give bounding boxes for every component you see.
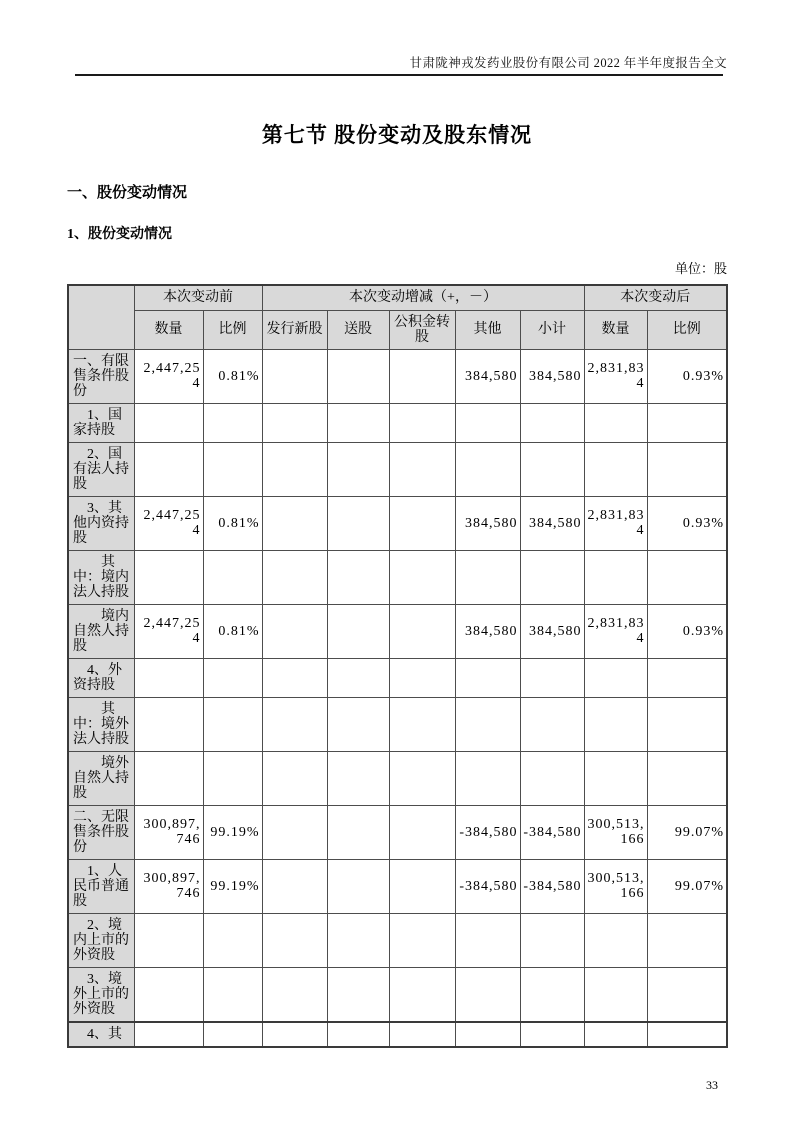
- table-cell: [455, 1022, 520, 1047]
- table-cell: [455, 403, 520, 442]
- running-header: 甘肃陇神戎发药业股份有限公司 2022 年半年度报告全文: [409, 56, 727, 70]
- table-cell: [134, 751, 203, 805]
- table-cell: 99.07%: [647, 805, 727, 859]
- table-row: [68, 805, 727, 859]
- table-cell: [134, 403, 203, 442]
- table-cell: 0.81%: [203, 604, 262, 658]
- share-change-table: [67, 284, 728, 1048]
- chapter-title: 第七节 股份变动及股东情况: [261, 123, 533, 147]
- table-cell: [647, 550, 727, 604]
- table-cell: [203, 751, 262, 805]
- column-header-subtotal: 小计: [520, 310, 584, 349]
- table-row: [68, 550, 727, 604]
- table-cell: 384,580: [455, 349, 520, 403]
- table-row: [68, 1022, 727, 1047]
- table-cell: [327, 913, 389, 967]
- group-header-change: 本次变动增减（+，－）: [262, 285, 584, 310]
- table-cell: [262, 751, 327, 805]
- table-cell: [455, 442, 520, 496]
- table-cell: [520, 913, 584, 967]
- table-cell: [389, 859, 455, 913]
- table-cell: [647, 658, 727, 697]
- table-cell: [327, 658, 389, 697]
- table-cell: [389, 658, 455, 697]
- row-label: 4、外资持股: [68, 658, 134, 697]
- table-cell: [134, 550, 203, 604]
- table-cell: [520, 967, 584, 1022]
- row-label: 一、有限售条件股份: [68, 349, 134, 403]
- table-cell: [262, 403, 327, 442]
- table-cell: 2,447,254: [134, 604, 203, 658]
- table-row: [68, 403, 727, 442]
- table-group-header-row: [68, 285, 727, 310]
- page-number: 33: [706, 1077, 718, 1092]
- column-header-quantity-after: 数量: [584, 310, 647, 349]
- table-cell: [262, 349, 327, 403]
- table-column-header-row: [68, 310, 727, 349]
- table-cell: [389, 349, 455, 403]
- table-cell: [520, 550, 584, 604]
- table-cell: [134, 913, 203, 967]
- table-cell: [262, 604, 327, 658]
- table-cell: [389, 913, 455, 967]
- table-cell: [389, 697, 455, 751]
- subsection-heading: 1、股份变动情况: [67, 227, 172, 242]
- table-cell: 99.19%: [203, 805, 262, 859]
- table-cell: [327, 751, 389, 805]
- header-rule: [75, 74, 723, 76]
- table-row: [68, 496, 727, 550]
- table-cell: [647, 751, 727, 805]
- row-label: 2、境内上市的外资股: [68, 913, 134, 967]
- table-cell: [455, 658, 520, 697]
- table-cell: [134, 1022, 203, 1047]
- table-cell: [647, 403, 727, 442]
- table-cell: [647, 442, 727, 496]
- table-cell: [262, 1022, 327, 1047]
- table-cell: [389, 550, 455, 604]
- table-cell: [203, 1022, 262, 1047]
- table-cell: 384,580: [520, 496, 584, 550]
- table-cell: [203, 913, 262, 967]
- table-cell: [520, 442, 584, 496]
- table-cell: -384,580: [520, 805, 584, 859]
- table-cell: 2,831,834: [584, 604, 647, 658]
- table-cell: 384,580: [455, 604, 520, 658]
- table-cell: [584, 550, 647, 604]
- table-cell: 384,580: [455, 496, 520, 550]
- table-cell: 0.81%: [203, 496, 262, 550]
- corner-cell: [68, 285, 134, 349]
- table-cell: 300,897,746: [134, 859, 203, 913]
- table-cell: -384,580: [455, 859, 520, 913]
- table-row: [68, 658, 727, 697]
- section-heading: 一、股份变动情况: [67, 185, 188, 201]
- group-header-before: 本次变动前: [134, 285, 262, 310]
- table-cell: [262, 859, 327, 913]
- table-cell: [203, 658, 262, 697]
- table-cell: 99.19%: [203, 859, 262, 913]
- column-header-bonus-shares: 送股: [327, 310, 389, 349]
- row-label: 1、人民币普通股: [68, 859, 134, 913]
- table-cell: 99.07%: [647, 859, 727, 913]
- unit-label: 单位：股: [674, 261, 727, 276]
- table-cell: [389, 442, 455, 496]
- row-label: 3、其他内资持股: [68, 496, 134, 550]
- table-cell: [455, 913, 520, 967]
- table-row: [68, 349, 727, 403]
- table-cell: 384,580: [520, 349, 584, 403]
- column-header-capital-reserve: 公积金转股: [389, 310, 455, 349]
- table-cell: [647, 1022, 727, 1047]
- row-label: 其中：境外法人持股: [68, 697, 134, 751]
- table-cell: 300,513,166: [584, 859, 647, 913]
- table-row: [68, 751, 727, 805]
- table-cell: 2,831,834: [584, 349, 647, 403]
- table-cell: [327, 550, 389, 604]
- row-label: 二、无限售条件股份: [68, 805, 134, 859]
- table-cell: [262, 805, 327, 859]
- row-label: 2、国有法人持股: [68, 442, 134, 496]
- table-cell: [327, 442, 389, 496]
- table-cell: [520, 1022, 584, 1047]
- row-label: 4、其: [68, 1022, 134, 1047]
- table-cell: 0.93%: [647, 604, 727, 658]
- row-label: 3、境外上市的外资股: [68, 967, 134, 1022]
- table-row: [68, 913, 727, 967]
- column-header-ratio-after: 比例: [647, 310, 727, 349]
- table-cell: [455, 697, 520, 751]
- table-cell: [327, 697, 389, 751]
- table-cell: 2,831,834: [584, 496, 647, 550]
- table-cell: [262, 442, 327, 496]
- table-cell: [327, 496, 389, 550]
- table-cell: [134, 658, 203, 697]
- table-cell: -384,580: [455, 805, 520, 859]
- table-cell: [584, 658, 647, 697]
- table-cell: [262, 913, 327, 967]
- table-cell: [584, 697, 647, 751]
- table-cell: [327, 805, 389, 859]
- table-cell: [203, 403, 262, 442]
- table-row: [68, 604, 727, 658]
- table-cell: [389, 1022, 455, 1047]
- table-cell: [455, 751, 520, 805]
- table-cell: -384,580: [520, 859, 584, 913]
- table-cell: [327, 349, 389, 403]
- table-cell: [389, 967, 455, 1022]
- row-label: 境内自然人持股: [68, 604, 134, 658]
- table-cell: 0.81%: [203, 349, 262, 403]
- share-table-body: [68, 349, 727, 1047]
- table-cell: [520, 403, 584, 442]
- table-cell: [262, 967, 327, 1022]
- table-cell: [262, 658, 327, 697]
- table-cell: [647, 967, 727, 1022]
- table-cell: 300,897,746: [134, 805, 203, 859]
- table-cell: [203, 697, 262, 751]
- table-cell: [262, 697, 327, 751]
- table-cell: 2,447,254: [134, 496, 203, 550]
- table-cell: [134, 442, 203, 496]
- table-cell: [584, 1022, 647, 1047]
- group-header-after: 本次变动后: [584, 285, 727, 310]
- table-cell: [203, 967, 262, 1022]
- column-header-ratio-before: 比例: [203, 310, 262, 349]
- table-cell: [389, 496, 455, 550]
- table-cell: [262, 550, 327, 604]
- table-cell: [327, 604, 389, 658]
- table-cell: [389, 805, 455, 859]
- table-cell: [134, 697, 203, 751]
- column-header-other: 其他: [455, 310, 520, 349]
- table-cell: [584, 967, 647, 1022]
- table-cell: 300,513,166: [584, 805, 647, 859]
- table-cell: [455, 550, 520, 604]
- table-cell: [327, 967, 389, 1022]
- table-row: [68, 442, 727, 496]
- table-cell: [584, 751, 647, 805]
- table-cell: [327, 403, 389, 442]
- table-cell: [584, 403, 647, 442]
- table-cell: 2,447,254: [134, 349, 203, 403]
- table-cell: [134, 967, 203, 1022]
- table-cell: [520, 658, 584, 697]
- table-cell: [520, 697, 584, 751]
- table-cell: [584, 442, 647, 496]
- row-label: 其中：境内法人持股: [68, 550, 134, 604]
- table-cell: [455, 967, 520, 1022]
- table-cell: [584, 913, 647, 967]
- table-cell: 384,580: [520, 604, 584, 658]
- column-header-quantity-before: 数量: [134, 310, 203, 349]
- table-row: [68, 697, 727, 751]
- table-cell: [647, 697, 727, 751]
- table-cell: [389, 604, 455, 658]
- table-cell: [389, 751, 455, 805]
- row-label: 境外自然人持股: [68, 751, 134, 805]
- table-row: [68, 967, 727, 1022]
- table-cell: [327, 1022, 389, 1047]
- table-cell: [389, 403, 455, 442]
- table-cell: [520, 751, 584, 805]
- table-cell: [262, 496, 327, 550]
- table-cell: 0.93%: [647, 349, 727, 403]
- table-cell: [647, 913, 727, 967]
- table-cell: [327, 859, 389, 913]
- row-label: 1、国家持股: [68, 403, 134, 442]
- table-cell: [203, 442, 262, 496]
- table-cell: [203, 550, 262, 604]
- column-header-new-issue: 发行新股: [262, 310, 327, 349]
- table-row: [68, 859, 727, 913]
- table-cell: 0.93%: [647, 496, 727, 550]
